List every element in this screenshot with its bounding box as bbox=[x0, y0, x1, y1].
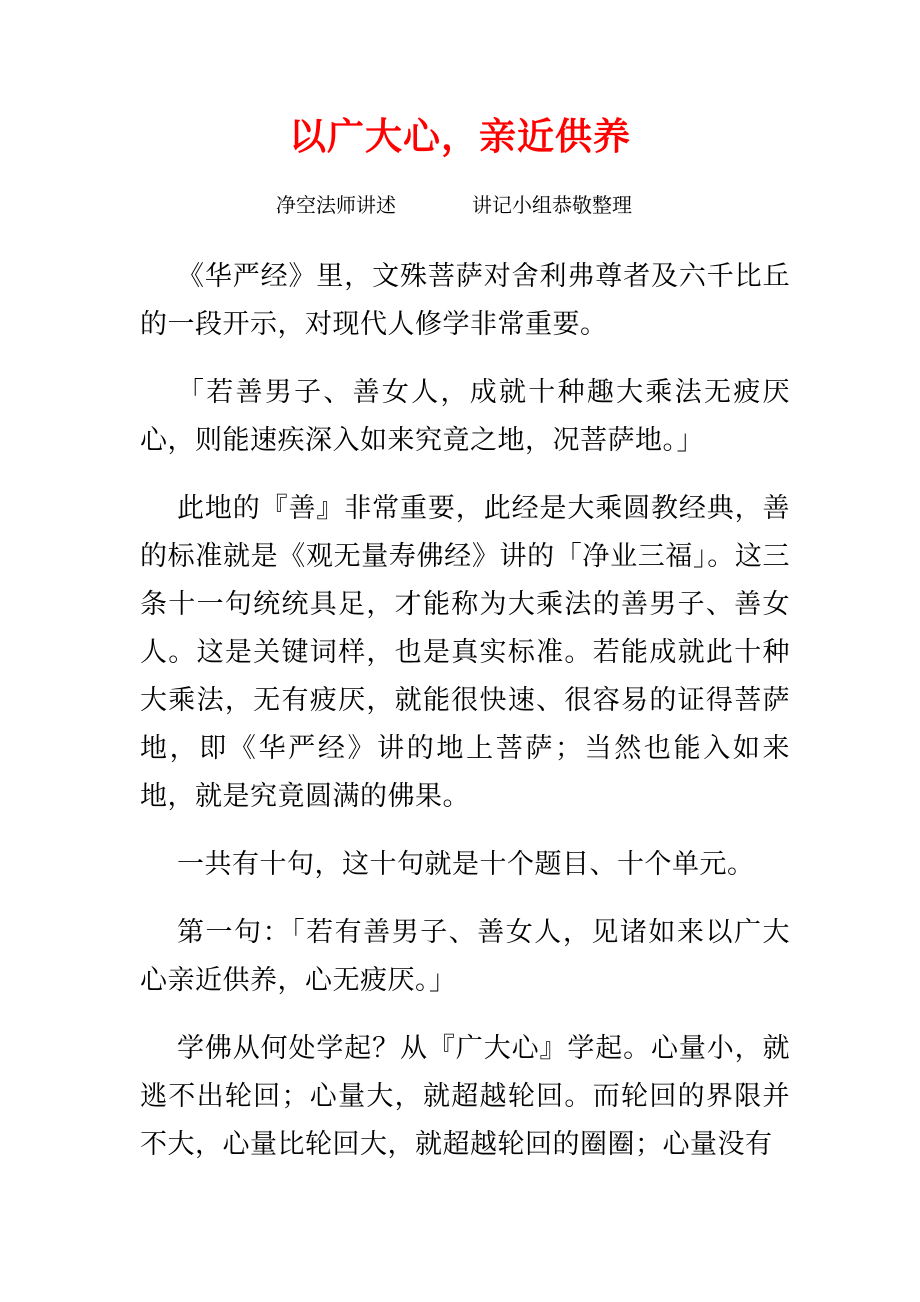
paragraph: 一共有十句，这十句就是十个题目、十个单元。 bbox=[177, 849, 755, 880]
paragraph: 第一句：「若有善男子、善女人，见诸如来以广大心亲近供养，心无疲厌。」 bbox=[140, 917, 790, 996]
paragraph-quote: 「若善男子、善女人，成就十种趣大乘法无疲厌心，则能速疾深入如来究竟之地，况菩萨地。」 bbox=[140, 377, 790, 456]
editor-credit: 讲记小组恭敬整理 bbox=[472, 193, 632, 217]
byline bbox=[0, 190, 920, 220]
document-body bbox=[140, 253, 790, 1189]
speaker-credit: 净空法师讲述 bbox=[276, 193, 396, 217]
paragraph: 此地的『善』非常重要，此经是大乘圆教经典，善的标准就是《观无量寿佛经》讲的「净业三福」。这三条十一句统统具足，才能称为大乘法的善男子、善女人。这是关键词样，也是真实标准。若能成就此十种大乘法，无有疲厌，就能很快速、很容易的证得菩萨地，即《华严经》讲的地上菩萨；当然也能入如来地，就是究竟圆满的佛果。 bbox=[140, 493, 790, 812]
paragraph: 学佛从何处学起？从『广大心』学起。心量小，就逃不出轮回；心量大，就超越轮回。而轮回的界限并不大，心量比轮回大，就超越轮回的圈圈；心量没有 bbox=[140, 1033, 790, 1160]
paragraph: 《华严经》里，文殊菩萨对舍利弗尊者及六千比丘的一段开示，对现代人修学非常重要。 bbox=[140, 261, 790, 340]
document-title: 以广大心，亲近供养 bbox=[289, 114, 631, 158]
